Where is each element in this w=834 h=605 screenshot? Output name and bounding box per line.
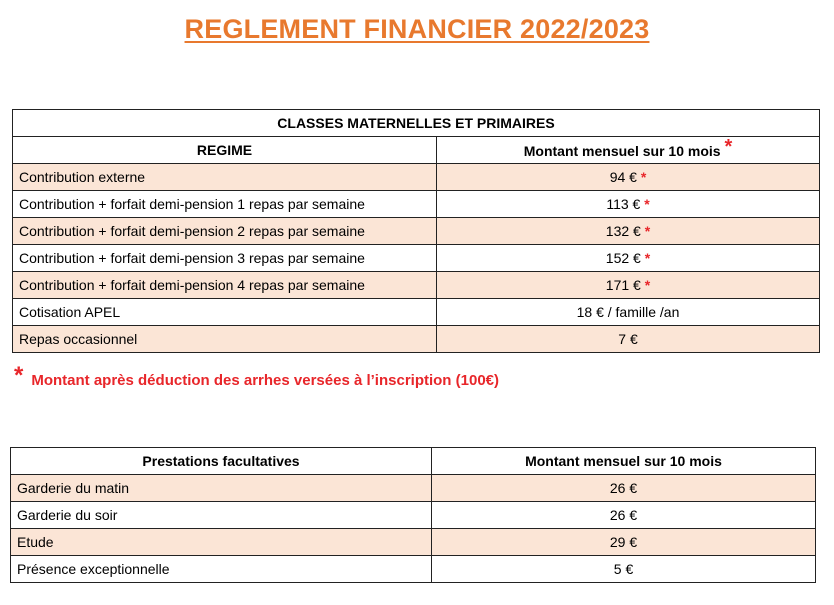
amount-value: 29 € (432, 529, 816, 556)
table2-header-row (11, 448, 816, 475)
amount-value: 26 € (432, 475, 816, 502)
amount-value: 132 € (605, 223, 641, 239)
amount-cell (437, 299, 820, 326)
footnote-text: Montant après déduction des arrhes versées à l’inscription (100€) (31, 372, 499, 389)
table-row (13, 299, 820, 326)
asterisk-icon: * (644, 196, 650, 212)
prestations-facultatives-table (10, 447, 816, 583)
table-row (13, 326, 820, 353)
table-row (11, 475, 816, 502)
service-label: Etude (11, 529, 432, 556)
asterisk-icon: * (724, 135, 733, 158)
table-row (13, 164, 820, 191)
amount-cell (437, 164, 820, 191)
amount-cell (437, 326, 820, 353)
table1-col2-header: Montant mensuel sur 10 mois (523, 142, 721, 159)
regime-label: Cotisation APEL (13, 299, 437, 326)
amount-value: 5 € (432, 556, 816, 583)
classes-maternelles-primaires-table (12, 109, 820, 353)
amount-value: 94 € (609, 169, 637, 185)
asterisk-icon: * (640, 169, 647, 185)
table2-col2-header: Montant mensuel sur 10 mois (432, 448, 816, 475)
amount-value: 113 € (606, 196, 641, 212)
service-label: Garderie du matin (11, 475, 432, 502)
table1-col2-header-cell (437, 137, 820, 164)
table-row (11, 502, 816, 529)
table-row (13, 218, 820, 245)
asterisk-icon: * (14, 362, 24, 389)
table-row (13, 272, 820, 299)
amount-cell (437, 245, 820, 272)
document-title-wrapper (0, 14, 834, 45)
amount-value: 152 € (605, 250, 641, 266)
footnote (14, 364, 499, 392)
table-row (11, 556, 816, 583)
table-row (13, 191, 820, 218)
regime-label: Repas occasionnel (13, 326, 437, 353)
regime-label: Contribution + forfait demi-pension 4 repas par semaine (13, 272, 437, 299)
amount-value: 7 € (618, 331, 638, 347)
asterisk-icon: * (644, 250, 651, 266)
asterisk-icon: * (644, 277, 651, 293)
amount-cell (437, 191, 820, 218)
document-title: REGLEMENT FINANCIER 2022/2023 (184, 14, 650, 44)
table-row (11, 529, 816, 556)
regime-label: Contribution + forfait demi-pension 2 repas par semaine (13, 218, 437, 245)
regime-label: Contribution externe (13, 164, 437, 191)
table1-caption-row (13, 110, 820, 137)
amount-value: 171 € (605, 277, 641, 293)
service-label: Garderie du soir (11, 502, 432, 529)
service-label: Présence exceptionnelle (11, 556, 432, 583)
amount-value: 18 € / famille /an (576, 304, 680, 320)
amount-cell (437, 218, 820, 245)
regime-label: Contribution + forfait demi-pension 3 repas par semaine (13, 245, 437, 272)
table-row (13, 245, 820, 272)
amount-value: 26 € (432, 502, 816, 529)
regime-label: Contribution + forfait demi-pension 1 repas par semaine (13, 191, 437, 218)
table1-caption: CLASSES MATERNELLES ET PRIMAIRES (13, 110, 820, 137)
table2-col1-header: Prestations facultatives (11, 448, 432, 475)
table1-col1-header: REGIME (13, 137, 437, 164)
table1-header-row (13, 137, 820, 164)
amount-cell (437, 272, 820, 299)
asterisk-icon: * (644, 223, 651, 239)
